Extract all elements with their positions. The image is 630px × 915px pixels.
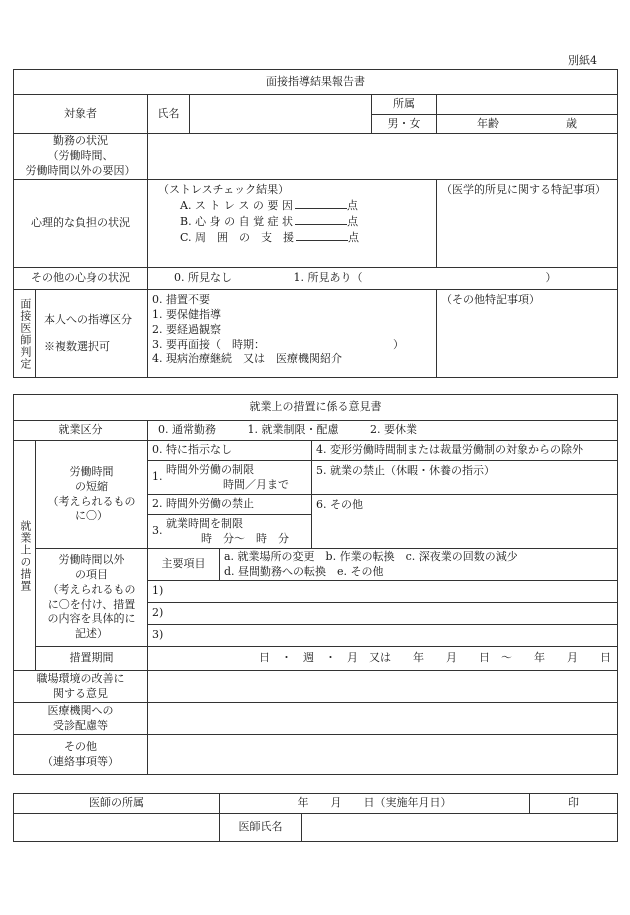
age-field[interactable] [437, 115, 618, 134]
affiliation-label: 医師の所属 [14, 794, 220, 814]
right-item-6[interactable]: 6. その他 [312, 495, 618, 549]
other-remarks-field[interactable]: （その他特記事項） [437, 290, 618, 378]
work-status-label: 勤務の状況 （労働時間、 労働時間以外の要因） [14, 134, 148, 180]
shorten-item-3[interactable]: 3. 就業時間を制限 時 分～ 時 分 [148, 515, 312, 549]
period-field[interactable]: 日 ・ 週 ・ 月 又は 年 月 日 ～ 年 月 日 [148, 647, 618, 671]
medical-consideration-label: 医療機関への 受診配慮等 [14, 703, 148, 735]
work-class-label: 就業区分 [14, 421, 148, 441]
guidance-label: 本人への指導区分 ※複数選択可 [36, 290, 148, 378]
interview-report-table [13, 69, 618, 378]
medical-consideration-field[interactable] [148, 703, 618, 735]
report-title: 面接指導結果報告書 [14, 70, 618, 95]
shorten-item-2[interactable]: 2. 時間外労働の禁止 [148, 495, 312, 515]
doctor-name-field[interactable] [302, 814, 618, 842]
env-field[interactable] [148, 671, 618, 703]
affiliation-field[interactable] [14, 814, 220, 842]
other-items-label: 労働時間以外 の項目 （考えられるもの に〇を付け、措置 の内容を具体的に 記述） [36, 549, 148, 647]
opinion-table [13, 394, 618, 775]
work-status-field[interactable] [148, 134, 618, 180]
env-label: 職場環境の改善に 関する意見 [14, 671, 148, 703]
other-health-field[interactable]: 0. 所見なし 1. 所見あり（ ） [148, 268, 618, 290]
seal-label: 印 [530, 794, 618, 814]
guidance-options[interactable]: 0. 措置不要 1. 要保健指導 2. 要経過観察 3. 要再面接（ 時期： ） 4. 現病治療継続 又は 医療機関紹介 [148, 290, 437, 378]
dept-field[interactable] [437, 95, 618, 115]
main-items-label: 主要項目 [148, 549, 220, 581]
page-label: 別紙4 [568, 54, 597, 67]
measures-vertical-label: 就業上の措置 [14, 441, 36, 671]
stress-check-field[interactable]: （ストレスチェック結果） A. ス ト レ ス の 要 因 点 B. 心 身 の 自 覚 症 状 点 C. 周 囲 の 支 援 点 [148, 180, 437, 268]
psych-label: 心理的な負担の状況 [14, 180, 148, 268]
opinion-title: 就業上の措置に係る意見書 [14, 395, 618, 421]
age-unit: 歳 [566, 116, 578, 130]
main-items-options[interactable]: a. 就業場所の変更 b. 作業の転換 c. 深夜業の回数の減少 d. 昼間勤務への転換 e. その他 [220, 549, 618, 581]
contact-notes-label: その他 （連絡事項等） [14, 735, 148, 775]
shorten-label: 労働時間 の短縮 （考えられるもの に〇） [36, 441, 148, 549]
gender-field[interactable]: 男・女 [372, 115, 437, 134]
measure-line-2[interactable]: 2) [148, 603, 618, 625]
doctor-name-label: 医師氏名 [220, 814, 302, 842]
right-item-4[interactable]: 4. 変形労働時間制または裁量労働制の対象からの除外 [312, 441, 618, 461]
period-label: 措置期間 [36, 647, 148, 671]
date-field[interactable]: 年 月 日（実施年月日） [220, 794, 530, 814]
work-class-options[interactable]: 0. 通常勤務 1. 就業制限・配慮 2. 要休業 [148, 421, 618, 441]
shorten-item-0[interactable]: 0. 特に指示なし [148, 441, 312, 461]
age-label: 年齢 [477, 116, 500, 130]
right-item-5[interactable]: 5. 就業の禁止（休暇・休養の指示） [312, 461, 618, 495]
measure-line-1[interactable]: 1) [148, 581, 618, 603]
dept-label: 所属 [372, 95, 437, 115]
target-label: 対象者 [14, 95, 148, 134]
shorten-item-1[interactable]: 1. 時間外労働の制限 時間／月まで [148, 461, 312, 495]
name-label: 氏名 [148, 95, 190, 134]
name-field[interactable] [190, 95, 372, 134]
other-health-label: その他の心身の状況 [14, 268, 148, 290]
doctor-info-table [13, 793, 618, 842]
measure-line-3[interactable]: 3) [148, 625, 618, 647]
judge-vertical-label: 面接医師判定 [14, 290, 36, 378]
contact-notes-field[interactable] [148, 735, 618, 775]
medical-remarks-field[interactable]: （医学的所見に関する特記事項） [437, 180, 618, 268]
